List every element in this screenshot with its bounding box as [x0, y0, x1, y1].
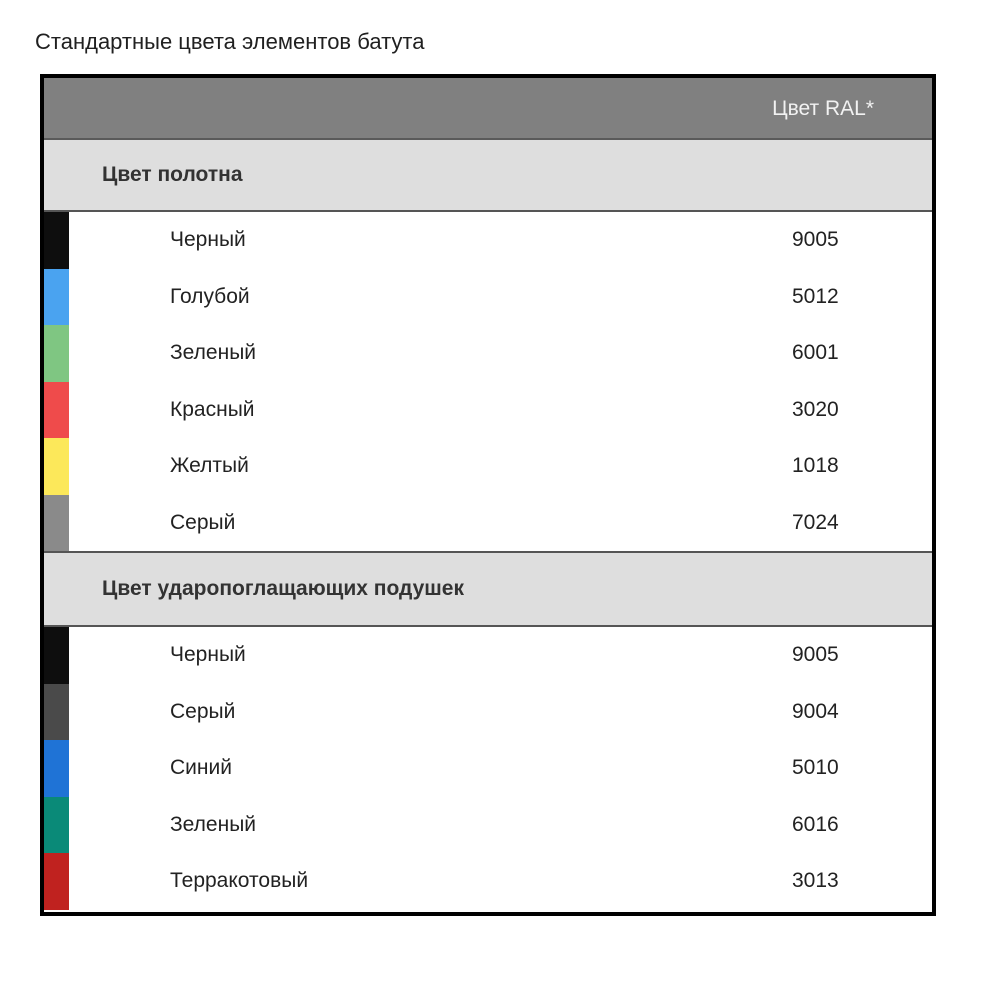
- color-name: Черный: [170, 643, 246, 667]
- color-name: Серый: [170, 699, 236, 723]
- section-header-canvas: Цвет полотна: [44, 140, 932, 212]
- color-swatch: [44, 684, 69, 741]
- color-swatch: [44, 269, 69, 326]
- ral-code: 5010: [792, 756, 839, 780]
- color-name: Зеленый: [170, 341, 257, 365]
- table-row: [44, 212, 932, 269]
- color-swatch: [44, 325, 69, 382]
- color-swatch: [44, 495, 69, 552]
- ral-code: 1018: [792, 454, 839, 478]
- ral-code: 5012: [792, 284, 839, 308]
- ral-code: 6016: [792, 812, 839, 836]
- table-row: [44, 269, 932, 326]
- ral-code: 7024: [792, 510, 839, 534]
- color-name: Голубой: [170, 284, 250, 308]
- color-swatch: [44, 853, 69, 910]
- color-name: Красный: [170, 397, 255, 421]
- ral-code: 3013: [792, 869, 839, 893]
- table-row: [44, 495, 932, 552]
- ral-column-header: Цвет RAL*: [772, 97, 874, 120]
- table-row: [44, 797, 932, 854]
- ral-code: 9004: [792, 699, 839, 723]
- color-name: Синий: [170, 756, 232, 780]
- table-row: [44, 853, 932, 910]
- table-row: [44, 740, 932, 797]
- ral-code: 9005: [792, 643, 839, 667]
- color-name: Терракотовый: [170, 869, 309, 893]
- ral-code: 3020: [792, 397, 839, 421]
- table-row: [44, 627, 932, 684]
- color-name: Желтый: [170, 454, 249, 478]
- color-name: Черный: [170, 228, 246, 252]
- page-title: Стандартные цвета элементов батута: [35, 29, 425, 54]
- color-swatch: [44, 212, 69, 269]
- color-name: Зеленый: [170, 812, 257, 836]
- color-swatch: [44, 797, 69, 854]
- color-swatch: [44, 438, 69, 495]
- section-rows-cushions: [44, 627, 932, 910]
- color-swatch: [44, 627, 69, 684]
- table-row: [44, 684, 932, 741]
- color-name: Серый: [170, 510, 236, 534]
- section-rows-canvas: [44, 212, 932, 551]
- color-table: [40, 74, 936, 916]
- table-row: [44, 438, 932, 495]
- ral-code: 9005: [792, 228, 839, 252]
- color-swatch: [44, 382, 69, 439]
- ral-code: 6001: [792, 341, 839, 365]
- color-swatch: [44, 740, 69, 797]
- table-row: [44, 382, 932, 439]
- section-header-cushions: Цвет ударопоглащающих подушек: [44, 551, 932, 627]
- table-row: [44, 325, 932, 382]
- table-header: [44, 78, 932, 140]
